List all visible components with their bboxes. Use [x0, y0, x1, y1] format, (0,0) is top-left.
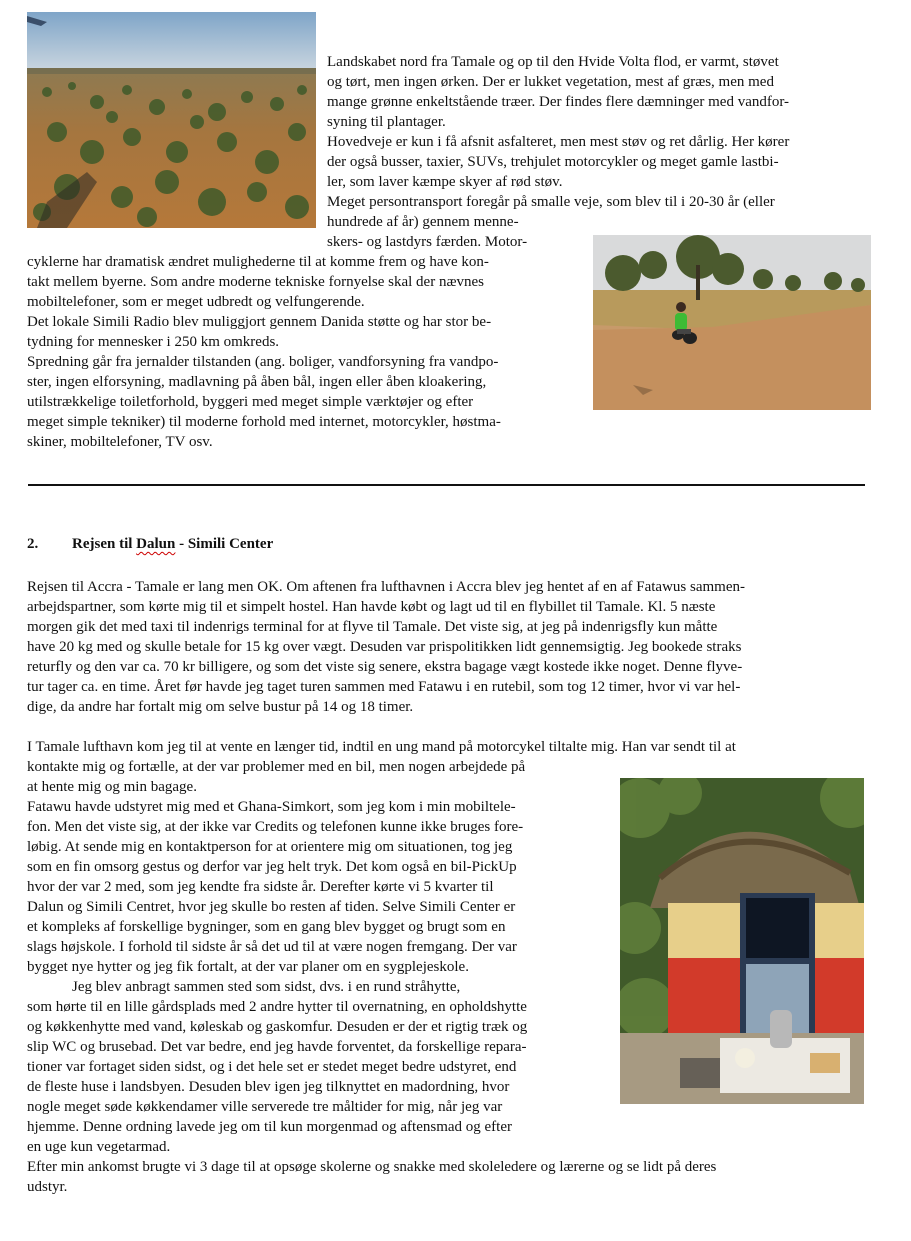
text-line: tydning for mennesker i 250 km omkreds.: [27, 334, 280, 350]
text-line: hjemme. Denne ordning lavede jeg om til kun morgenmad og aftensmad og efter: [27, 1119, 513, 1135]
text-line: mobiltelefoner, som er meget udbredt og velfungerende.: [27, 294, 365, 310]
text-line: slags højskole. I forhold til sidste år så det ud til at være nogen fremgang. Der var: [27, 939, 517, 955]
text-line: utilstrækkelige toiletforhold, byggeri med meget simple værktøjer og efter: [27, 394, 474, 410]
text-line: en uge kun vegetarmad.: [27, 1139, 171, 1155]
text-line: udstyr.: [27, 1179, 68, 1195]
text-line: fon. Men det viste sig, at der ikke var Credits og telefonen kunne ikke bruges fore-: [27, 819, 524, 835]
text-line: de fleste huse i landsbyen. Desuden blev igen jeg tilknyttet en madordning, hvor: [27, 1079, 510, 1095]
text-line: at hente mig og min bagage.: [27, 779, 197, 795]
heading-place: Dalun: [136, 536, 176, 552]
text-line: der også busser, taxier, SUVs, trehjulet motorcykler og meget gamle lastbi-: [327, 154, 779, 170]
text-line: I Tamale lufthavn kom jeg til at vente en længer tid, indtil en ung mand på motorcykel tiltalte mig. Han var sendt til at: [27, 739, 736, 755]
text-line: Det lokale Simili Radio blev muliggjort gennem Danida støtte og har stor be-: [27, 314, 492, 330]
text-line: returfly og den var ca. 70 kr billigere, og som det viste sig senere, ekstra bagage vægt kostede ikke noget. Denne flyve-: [27, 659, 743, 675]
section-number: 2.: [27, 536, 39, 552]
text-line: kontakte mig og fortælle, at der var problemer med en bil, men nogen arbejdede på: [27, 759, 526, 775]
text-line: Rejsen til Accra - Tamale er lang men OK. Om aftenen fra lufthavnen i Accra blev jeg hentet af en af Fatawus sammen-: [27, 579, 745, 595]
text-line: Dalun og Simili Centret, hvor jeg skulle bo resten af tiden. Selve Simili Center er: [27, 899, 516, 915]
text-line: skiner, mobiltelefoner, TV osv.: [27, 434, 213, 450]
section-heading: [72, 536, 273, 553]
text-line: dige, da andre har fortalt mig om selve bustur på 14 og 18 timer.: [27, 699, 414, 715]
text-line: tur tager ca. en time. Året før havde jeg taget turen sammen med Fatawu i en rutebil, som tog 12 timer, hvor vi var hel-: [27, 679, 741, 695]
text-line: løbig. At sende mig en kontaktperson for at orientere mig om situationen, tog jeg: [27, 839, 513, 855]
text-line: cyklerne har dramatisk ændret mulighederne til at komme frem og have kon-: [27, 254, 489, 270]
text-line: have 20 kg med og skulle betale for 15 kg over vægt. Desuden var prispolitikken lidt gennemsigtig. Jeg bookede straks: [27, 639, 742, 655]
text-line: Meget persontransport foregår på smalle veje, som blev til i 20-30 år (eller: [327, 194, 775, 210]
section-divider: [28, 484, 865, 486]
text-line: som hørte til en lille gårdsplads med 2 andre hytter til overnatning, en opholdshytte: [27, 999, 527, 1015]
text-line: meget simple tekniker) til moderne forhold med internet, motorcykler, høstma-: [27, 414, 501, 430]
text-line: arbejdspartner, som kørte mig til et simpelt hostel. Han havde købt og lagt ud til en flybillet til Tamale. Kl. 5 næste: [27, 599, 716, 615]
text-line: Hovedveje er kun i få afsnit asfalteret, men mest støv og ret dårlig. Her kører: [327, 134, 790, 150]
text-line: som en fin omsorg gestus og derfor var jeg helt tryk. Det kom også en bil-PickUp: [27, 859, 517, 875]
text-line: takt mellem byerne. Som andre moderne tekniske fornyelse skal der nævnes: [27, 274, 484, 290]
text-line: slip WC og brusebad. Det var bedre, end jeg havde forventet, da forskellige repara-: [27, 1039, 527, 1055]
text-line: morgen gik det med taxi til indenrigs terminal for at flyve til Tamale. Det viste sig, at jeg på indenrigsfly kun måtte: [27, 619, 718, 635]
text-line: hundrede af år) gennem menne-: [327, 214, 519, 230]
text-line: nogle meget søde køkkendamer ville serverede tre måltider for mig, når jeg var: [27, 1099, 503, 1115]
thatched-hut-photo: [620, 778, 864, 1104]
aerial-savanna-photo: [27, 12, 316, 228]
text-line: Landskabet nord fra Tamale og op til den Hvide Volta flod, er varmt, støvet: [327, 54, 779, 70]
heading-prefix: Rejsen til: [72, 536, 137, 552]
dirt-road-motorcycle-photo: [593, 235, 871, 410]
text-line: skers- og lastdyrs færden. Motor-: [327, 234, 528, 250]
text-line: tioner var fortaget siden sidst, og i det hele set er stedet meget bedre udstyret, end: [27, 1059, 517, 1075]
text-line: ster, ingen elforsyning, madlavning på åben bål, ingen eller åben kloakering,: [27, 374, 487, 390]
heading-suffix: - Simili Center: [175, 536, 274, 552]
text-line: syning til plantager.: [327, 114, 446, 130]
text-line: hvor der var 2 med, som jeg kendte fra sidste år. Derefter kørte vi 5 kvarter til: [27, 879, 494, 895]
text-line: Spredning går fra jernalder tilstanden (ang. boliger, vandforsyning fra vandpo-: [27, 354, 499, 370]
text-line: og tørt, men ingen ørken. Der er lukket vegetation, mest af græs, men med: [327, 74, 774, 90]
text-line: Jeg blev anbragt sammen sted som sidst, dvs. i en rund stråhytte,: [27, 979, 461, 995]
text-line: ler, som laver kæmpe skyer af rød støv.: [327, 174, 563, 190]
text-line: et kompleks af forskellige bygninger, som en gang blev bygget og brugt som en: [27, 919, 506, 935]
text-line: Efter min ankomst brugte vi 3 dage til at opsøge skolerne og snakke med skoleledere og lærerne og se lidt på deres: [27, 1159, 717, 1175]
text-line: mange grønne enkeltstående træer. Der findes flere dæmninger med vandfor-: [327, 94, 790, 110]
text-line: og køkkenhytte med vand, køleskab og gaskomfur. Desuden er der et rigtig træk og: [27, 1019, 528, 1035]
text-line: Fatawu havde udstyret mig med et Ghana-Simkort, som jeg kom i min mobiltele-: [27, 799, 516, 815]
text-line: bygget nye hytter og jeg fik fortalt, at der var planer om en sygplejeskole.: [27, 959, 469, 975]
